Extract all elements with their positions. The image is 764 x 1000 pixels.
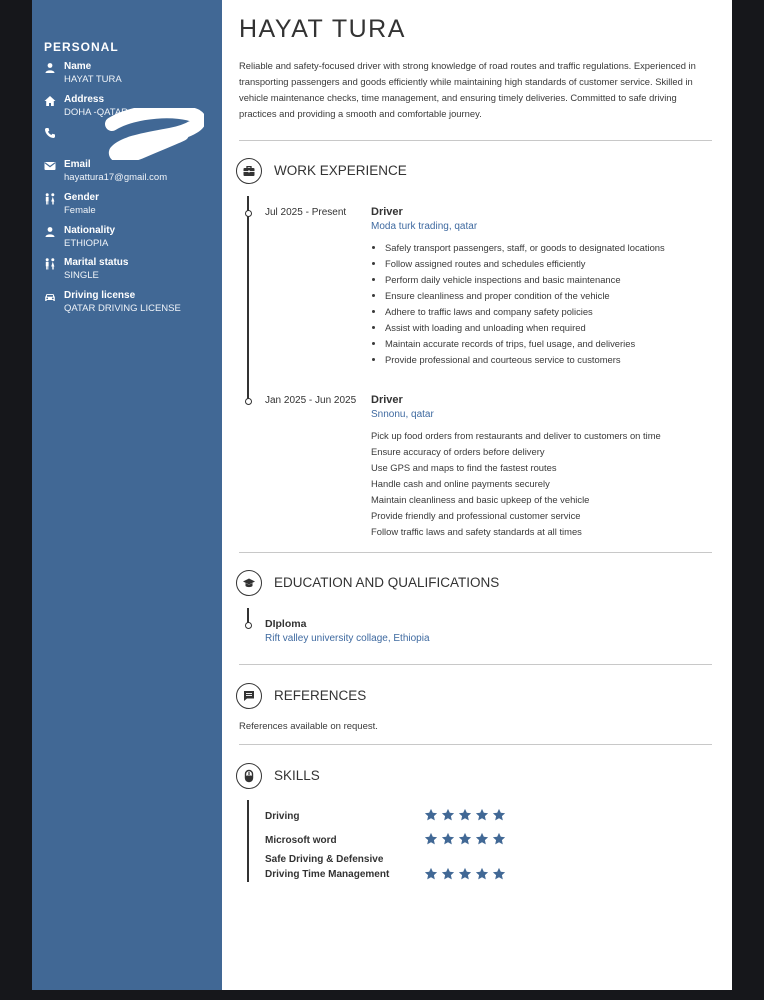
star-icon bbox=[458, 808, 472, 822]
star-icon bbox=[424, 808, 438, 822]
job-duties-list bbox=[371, 240, 665, 368]
redaction-scribble bbox=[104, 108, 204, 160]
skill-rating bbox=[424, 832, 506, 846]
list-item: • Provide professional and courteous service to customers bbox=[385, 352, 665, 368]
list-item: Pick up food orders from restaurants and deliver to customers on time bbox=[371, 430, 661, 441]
personal-label: Email bbox=[64, 159, 91, 170]
skill-rating bbox=[424, 867, 506, 881]
list-item: Provide friendly and professional customer service bbox=[371, 510, 581, 521]
personal-item-gender bbox=[44, 192, 219, 217]
job-date: Jan 2025 - Jun 2025 bbox=[265, 395, 357, 406]
personal-value: ETHIOPIA bbox=[64, 238, 109, 249]
personal-value: hayattura17@gmail.com bbox=[64, 172, 168, 183]
timeline-dot bbox=[245, 398, 252, 405]
star-icon bbox=[424, 867, 438, 881]
star-icon bbox=[441, 808, 455, 822]
list-item: • Safely transport passengers, staff, or goods to designated locations bbox=[385, 240, 665, 256]
divider bbox=[239, 744, 712, 745]
job-role: Driver bbox=[371, 206, 403, 218]
skill-name: Microsoft word bbox=[265, 835, 337, 846]
star-icon bbox=[475, 808, 489, 822]
star-icon bbox=[475, 867, 489, 881]
gender-icon bbox=[44, 193, 56, 205]
list-item: • Ensure cleanliness and proper condition of the vehicle bbox=[385, 288, 665, 304]
references-text: References available on request. bbox=[239, 721, 378, 732]
list-item: • Assist with loading and unloading when required bbox=[385, 320, 665, 336]
star-icon bbox=[458, 832, 472, 846]
timeline-line bbox=[247, 608, 249, 623]
car-icon bbox=[44, 291, 56, 303]
candidate-name: HAYAT TURA bbox=[239, 15, 406, 43]
divider bbox=[239, 140, 712, 141]
work-experience-title: WORK EXPERIENCE bbox=[274, 163, 407, 178]
personal-label: Driving license bbox=[64, 290, 136, 301]
education-title: EDUCATION AND QUALIFICATIONS bbox=[274, 575, 500, 590]
education-degree: DIploma bbox=[265, 618, 307, 630]
personal-title: PERSONAL bbox=[44, 40, 119, 54]
personal-value: DOHA -QATAR bbox=[64, 107, 129, 118]
star-icon bbox=[441, 832, 455, 846]
job-duties-list bbox=[371, 428, 661, 540]
phone-icon bbox=[44, 127, 56, 139]
person-icon bbox=[44, 226, 56, 238]
list-item: Maintain cleanliness and basic upkeep of the vehicle bbox=[371, 494, 590, 505]
star-icon bbox=[492, 808, 506, 822]
personal-value: HAYAT TURA bbox=[64, 74, 122, 85]
list-item: Handle cash and online payments securely bbox=[371, 478, 550, 489]
briefcase-icon bbox=[236, 158, 262, 184]
personal-label: Gender bbox=[64, 192, 100, 203]
personal-label: Address bbox=[64, 94, 105, 105]
personal-item-driving-license bbox=[44, 290, 219, 315]
profile-summary: Reliable and safety-focused driver with strong knowledge of road routes and traffic regulations. Experienced in transporting passengers and goods efficiently while maintaining high standards of customer service. Skilled in vehicle maintenance checks, time management, and ensuring timely deliveries. Committed to safe driving practices and providing a smooth and comfortable journey. bbox=[239, 60, 696, 119]
job-company: Moda turk trading, qatar bbox=[371, 221, 478, 232]
timeline-dot bbox=[245, 210, 252, 217]
chat-icon bbox=[236, 683, 262, 709]
star-icon bbox=[492, 867, 506, 881]
skill-name: Safe Driving & Defensive Driving Time Management bbox=[265, 854, 390, 880]
personal-label: Marital status bbox=[64, 257, 129, 268]
references-title: REFERENCES bbox=[274, 688, 367, 703]
star-icon bbox=[424, 832, 438, 846]
list-item: Ensure accuracy of orders before delivery bbox=[371, 446, 545, 457]
divider bbox=[239, 664, 712, 665]
personal-item-nationality bbox=[44, 225, 219, 250]
couple-icon bbox=[44, 258, 56, 270]
list-item: Use GPS and maps to find the fastest routes bbox=[371, 462, 557, 473]
list-item: Follow traffic laws and safety standards at all times bbox=[371, 526, 582, 537]
personal-item-marital-status bbox=[44, 257, 219, 282]
sidebar bbox=[32, 0, 222, 990]
job-role: Driver bbox=[371, 394, 403, 406]
star-icon bbox=[475, 832, 489, 846]
timeline-line bbox=[247, 800, 249, 882]
list-item: • Follow assigned routes and schedules efficiently bbox=[385, 256, 665, 272]
mail-icon bbox=[44, 160, 56, 172]
job-company: Snnonu, qatar bbox=[371, 409, 434, 420]
mouse-icon bbox=[236, 763, 262, 789]
list-item: • Adhere to traffic laws and company safety policies bbox=[385, 304, 665, 320]
person-icon bbox=[44, 62, 56, 74]
list-item: • Maintain accurate records of trips, fuel usage, and deliveries bbox=[385, 336, 665, 352]
skill-rating bbox=[424, 808, 506, 822]
star-icon bbox=[492, 832, 506, 846]
list-item: • Perform daily vehicle inspections and basic maintenance bbox=[385, 272, 665, 288]
star-icon bbox=[441, 867, 455, 881]
resume-page bbox=[32, 0, 732, 990]
personal-label: Nationality bbox=[64, 225, 116, 236]
personal-value: Female bbox=[64, 205, 96, 216]
job-date: Jul 2025 - Present bbox=[265, 207, 347, 218]
personal-value: SINGLE bbox=[64, 270, 99, 281]
education-school: Rift valley university collage, Ethiopia bbox=[265, 633, 430, 644]
skills-title: SKILLS bbox=[274, 768, 320, 783]
home-icon bbox=[44, 95, 56, 107]
star-icon bbox=[458, 867, 472, 881]
timeline-dot bbox=[245, 622, 252, 629]
timeline-line bbox=[247, 196, 249, 399]
personal-item-email bbox=[44, 159, 219, 184]
skill-name: Driving bbox=[265, 811, 300, 822]
divider bbox=[239, 552, 712, 553]
graduation-cap-icon bbox=[236, 570, 262, 596]
personal-value: QATAR DRIVING LICENSE bbox=[64, 303, 181, 314]
personal-item-name bbox=[44, 61, 219, 86]
personal-label: Name bbox=[64, 61, 92, 72]
